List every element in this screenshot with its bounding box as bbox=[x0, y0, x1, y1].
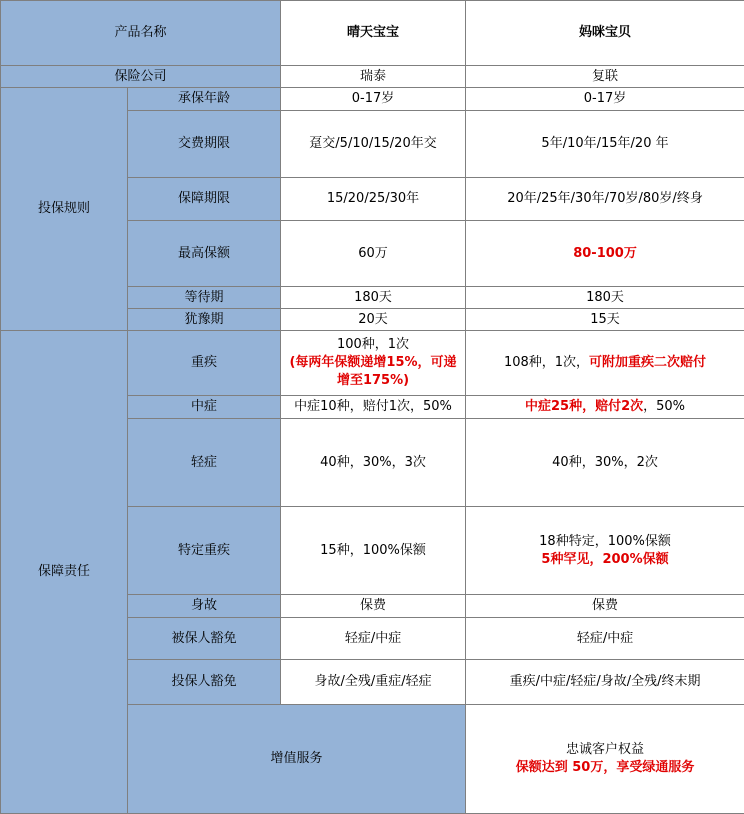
moderate-b-normal: ，50% bbox=[643, 399, 685, 414]
company-b: 复联 bbox=[466, 66, 744, 88]
hesitation-b: 15天 bbox=[466, 309, 744, 331]
applicant-waiver-label: 投保人豁免 bbox=[128, 660, 281, 705]
critical-b-red: 可附加重疾二次赔付 bbox=[589, 355, 706, 370]
moderate-label: 中症 bbox=[128, 396, 281, 419]
product-a-name: 晴天宝宝 bbox=[281, 1, 466, 66]
hesitation-label: 犹豫期 bbox=[128, 309, 281, 331]
age-row bbox=[1, 88, 744, 111]
critical-row bbox=[1, 331, 744, 396]
payment-b: 5年/10年/15年/20 年 bbox=[466, 111, 744, 178]
insured-waiver-a: 轻症/中症 bbox=[281, 618, 466, 660]
mild-b: 40种，30%，2次 bbox=[466, 419, 744, 507]
max-amount-b: 80-100万 bbox=[466, 221, 744, 287]
coverage-period-a: 15/20/25/30年 bbox=[281, 178, 466, 221]
insured-waiver-label: 被保人豁免 bbox=[128, 618, 281, 660]
max-amount-label: 最高保额 bbox=[128, 221, 281, 287]
age-a: 0-17岁 bbox=[281, 88, 466, 111]
company-label: 保险公司 bbox=[1, 66, 281, 88]
age-b: 0-17岁 bbox=[466, 88, 744, 111]
waiting-a: 180天 bbox=[281, 287, 466, 309]
critical-b-normal: 108种，1次， bbox=[504, 355, 589, 370]
specific-label: 特定重疾 bbox=[128, 507, 281, 595]
value-added-label: 增值服务 bbox=[128, 705, 466, 814]
mild-label: 轻症 bbox=[128, 419, 281, 507]
critical-b bbox=[466, 331, 744, 396]
hesitation-a: 20天 bbox=[281, 309, 466, 331]
header-row bbox=[1, 1, 744, 66]
specific-b-line2: 5种罕见，200%保额 bbox=[468, 551, 742, 569]
death-a: 保费 bbox=[281, 595, 466, 618]
value-added-a-line2: 保额达到 50万，享受绿通服务 bbox=[468, 759, 742, 777]
coverage-period-b: 20年/25年/30年/70岁/80岁/终身 bbox=[466, 178, 744, 221]
company-a: 瑞泰 bbox=[281, 66, 466, 88]
product-b-name: 妈咪宝贝 bbox=[466, 1, 744, 66]
waiting-label: 等待期 bbox=[128, 287, 281, 309]
moderate-b-red: 中症25种，赔付2次 bbox=[525, 399, 643, 414]
payment-label: 交费期限 bbox=[128, 111, 281, 178]
death-label: 身故 bbox=[128, 595, 281, 618]
payment-a: 趸交/5/10/15/20年交 bbox=[281, 111, 466, 178]
value-added-a bbox=[466, 705, 744, 814]
critical-a bbox=[281, 331, 466, 396]
company-row bbox=[1, 66, 744, 88]
applicant-waiver-b: 重疾/中症/轻症/身故/全残/终末期 bbox=[466, 660, 744, 705]
max-amount-a: 60万 bbox=[281, 221, 466, 287]
rules-group-label: 投保规则 bbox=[1, 88, 128, 331]
value-added-a-line1: 忠诚客户权益 bbox=[468, 741, 742, 759]
critical-a-line3: 增至175%) bbox=[283, 372, 463, 390]
age-label: 承保年龄 bbox=[128, 88, 281, 111]
moderate-a: 中症10种，赔付1次，50% bbox=[281, 396, 466, 419]
death-b: 保费 bbox=[466, 595, 744, 618]
benefits-group-label: 保障责任 bbox=[1, 331, 128, 814]
critical-a-line2: (每两年保额递增15%，可递 bbox=[283, 354, 463, 372]
critical-a-line1: 100种，1次 bbox=[283, 336, 463, 354]
specific-a: 15种，100%保额 bbox=[281, 507, 466, 595]
product-name-label: 产品名称 bbox=[1, 1, 281, 66]
mild-a: 40种，30%，3次 bbox=[281, 419, 466, 507]
specific-b bbox=[466, 507, 744, 595]
critical-label: 重疾 bbox=[128, 331, 281, 396]
insured-waiver-b: 轻症/中症 bbox=[466, 618, 744, 660]
specific-b-line1: 18种特定，100%保额 bbox=[468, 533, 742, 551]
moderate-b bbox=[466, 396, 744, 419]
coverage-period-label: 保障期限 bbox=[128, 178, 281, 221]
waiting-b: 180天 bbox=[466, 287, 744, 309]
applicant-waiver-a: 身故/全残/重症/轻症 bbox=[281, 660, 466, 705]
